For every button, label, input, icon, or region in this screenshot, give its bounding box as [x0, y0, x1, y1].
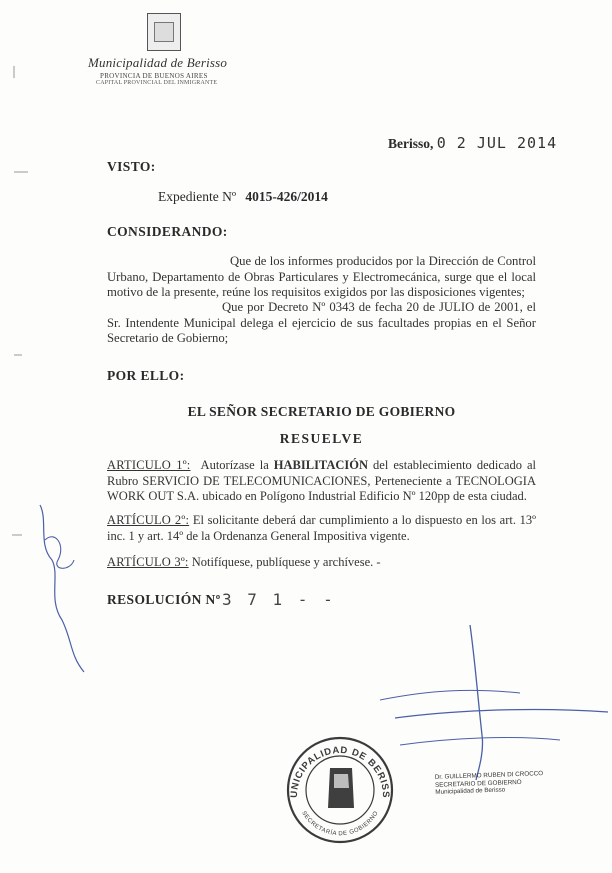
article-3-text: Notifíquese, publíquese y archívese. -: [191, 555, 381, 569]
signer-title: SECRETARIO DE GOBIERNO: [434, 778, 522, 789]
signer-office: Municipalidad de Berisso: [435, 786, 506, 796]
considerando-paragraph-1: Que de los informes producidos por la Dirección de Control Urbano, Departamento de Obras Particulares y Electromecánica, surge que el local motivo de la presente, reúne los requisitos exigidos por las disposiciones vigentes;: [107, 254, 536, 299]
article-2-text: El solicitante deberá dar cumplimiento a lo dispuesto en los art. 13º inc. 1 y art. 14º de la Ordenanza General Impositiva vigente.: [107, 513, 537, 543]
article-1-text: del establecimiento dedicado al Rubro SERVICIO DE TELECOMUNICACIONES, Perteneciente a TECNOLOGIA WORK OUT S.A. ubicado en Polígono Industrial Edificio Nº 120pp de esta ciudad.: [107, 458, 536, 503]
article-3-heading: ARTÍCULO 3º:: [107, 555, 189, 569]
signature-block: [435, 770, 544, 796]
article-1-pre: Autorízase la: [200, 458, 269, 472]
signer-name: Dr. GUILLERMO RUBEN DI CROCCO: [434, 770, 544, 781]
province-name: PROVINCIA DE BUENOS AIRES: [100, 72, 208, 80]
stamped-date: 0 2 JUL 2014: [436, 134, 558, 152]
authority-title: EL SEÑOR SECRETARIO DE GOBIERNO: [187, 404, 456, 419]
expediente-number: 4015-426/2014: [245, 189, 328, 204]
municipality-subtitle: CAPITAL PROVINCIAL DEL INMIGRANTE: [96, 80, 218, 86]
resuelve-title: RESUELVE: [279, 431, 364, 446]
municipal-seal-icon: [288, 738, 392, 842]
signature-stroke-icon: [400, 738, 560, 745]
por-ello-label: POR ELLO:: [107, 368, 185, 383]
signature-stroke-icon: [395, 710, 608, 718]
initial-signature-icon: [45, 537, 74, 569]
signature-stroke-icon: [380, 690, 520, 700]
resolucion-number: 3 7 1 - -: [222, 590, 336, 609]
considerando-paragraph-2: Que por Decreto Nº 0343 de fecha 20 de JULIO de 2001, el Sr. Intendente Municipal delega el ejercicio de sus facultades propias en el Señor Secretario de Gobierno;: [107, 300, 536, 345]
article-1-heading: ARTICULO 1º:: [107, 458, 191, 472]
signature-stroke-icon: [470, 625, 483, 780]
article-1-bold: HABILITACIÓN: [273, 458, 369, 472]
expediente-label: Expediente Nº: [158, 189, 237, 204]
municipality-name: Municipalidad de Berisso: [88, 55, 228, 70]
considerando-label: CONSIDERANDO:: [107, 224, 228, 239]
seal-text: UNICIPALIDAD DE BERISS: [288, 744, 392, 799]
resolucion-label: RESOLUCIÓN Nº: [107, 592, 221, 607]
visto-label: VISTO:: [107, 159, 156, 174]
initial-signature-icon: [40, 505, 84, 672]
date-place: Berisso,: [388, 136, 434, 151]
seal-bottom-text: SECRETARÍA DE GOBIERNO: [300, 810, 380, 838]
article-2-heading: ARTÍCULO 2º:: [107, 513, 190, 527]
